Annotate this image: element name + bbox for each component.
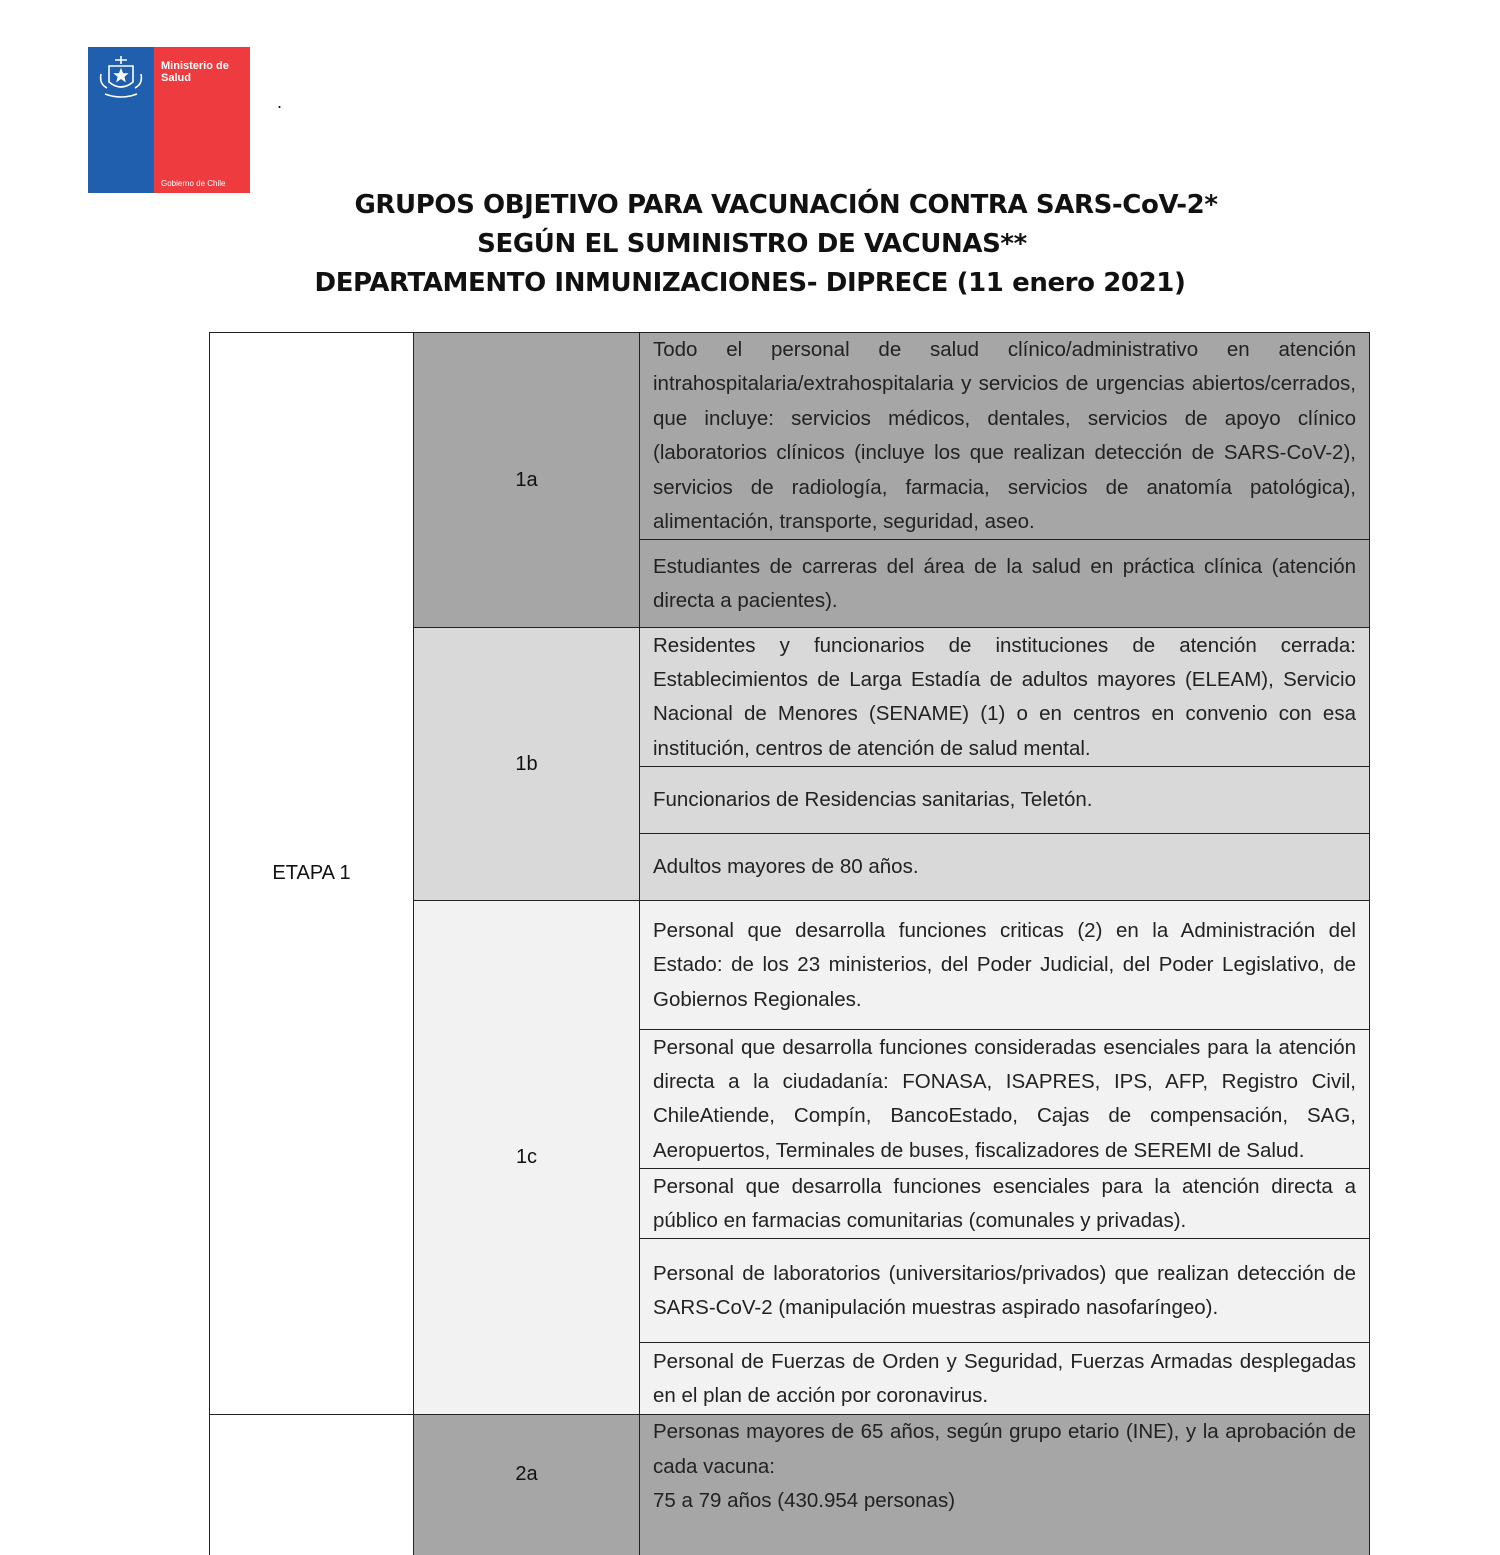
government-name: Gobierno de Chile — [161, 179, 226, 188]
group-item: Adultos mayores de 80 años. — [640, 834, 1370, 901]
group-item: Estudiantes de carreras del área de la salud en práctica clínica (atención directa a pacientes). — [640, 540, 1370, 628]
group-cell-1c — [414, 901, 640, 1415]
group-label: 1a — [515, 468, 538, 491]
title-line-3: DEPARTAMENTO INMUNIZACIONES- DIPRECE (11 enero 2021) — [314, 268, 1186, 298]
group-label: 1c — [515, 1146, 538, 1169]
ministry-name: Ministerio de Salud — [161, 60, 229, 84]
group-item: Todo el personal de salud clínico/administrativo en atención intrahospitalaria/extrahospitalaria y servicios de urgencias abiertos/cerrados, que incluye: servicios médicos, dentales, servicios de apoyo clínico (laboratorios clínicos (incluye los que realizan detección de SARS-CoV-2), servicios de radiología, farmacia, servicios de anatomía patológica), alimentación, transporte, seguridad, aseo. — [640, 333, 1370, 540]
table-row — [210, 1415, 1370, 1555]
group-item: Personal que desarrolla funciones consideradas esenciales para la atención directa a la ciudadanía: FONASA, ISAPRES, IPS, AFP, Registro Civil, ChileAtiende, Compín, BancoEstado, Cajas de compensación, SAG, Aeropuertos, Terminales de buses, fiscalizadores de SEREMI de Salud. — [640, 1030, 1370, 1169]
group-label: 1b — [515, 752, 538, 775]
group-item: Funcionarios de Residencias sanitarias, Teletón. — [640, 767, 1370, 834]
coat-of-arms-icon — [88, 47, 154, 193]
group-item-text: Personas mayores de 65 años, según grupo etario (INE), y la aprobación de cada vacuna: — [653, 1420, 1356, 1478]
title-line-2: SEGÚN EL SUMINISTRO DE VACUNAS** — [477, 229, 1027, 259]
group-cell-2a — [414, 1415, 640, 1555]
etapa-label: ETAPA 1 — [272, 862, 351, 885]
group-item: Personal de Fuerzas de Orden y Seguridad, Fuerzas Armadas desplegadas en el plan de acción por coronavirus. — [640, 1343, 1370, 1415]
etapa-cell — [210, 333, 414, 1415]
group-label: 2a — [515, 1463, 538, 1486]
group-item: Personal que desarrolla funciones criticas (2) en la Administración del Estado: de los 23 ministerios, del Poder Judicial, del Poder Legislativo, de Gobiernos Regionales. — [640, 901, 1370, 1030]
group-item: Residentes y funcionarios de instituciones de atención cerrada: Establecimientos de Larga Estadía de adultos mayores (ELEAM), Servicio Nacional de Menores (SENAME) (1) o en centros en convenio con esa institución, centros de atención de salud mental. — [640, 628, 1370, 767]
stray-dot: . — [277, 92, 283, 112]
vaccination-groups-table — [209, 332, 1370, 1555]
group-cell-1a — [414, 333, 640, 628]
ministry-logo — [88, 47, 250, 193]
group-item — [640, 1415, 1370, 1555]
group-cell-1b — [414, 628, 640, 901]
title-line-1: GRUPOS OBJETIVO PARA VACUNACIÓN CONTRA SARS-CoV-2* — [354, 190, 1218, 220]
document-title — [0, 186, 1500, 303]
group-item: Personal de laboratorios (universitarios/privados) que realizan detección de SARS-CoV-2 (manipulación muestras aspirado nasofaríngeo). — [640, 1239, 1370, 1343]
table-row — [210, 333, 1370, 540]
group-item: Personal que desarrolla funciones esenciales para la atención directa a público en farmacias comunitarias (comunales y privadas). — [640, 1169, 1370, 1239]
etapa-cell — [210, 1415, 414, 1555]
group-item-subline: 75 a 79 años (430.954 personas) — [653, 1489, 956, 1513]
